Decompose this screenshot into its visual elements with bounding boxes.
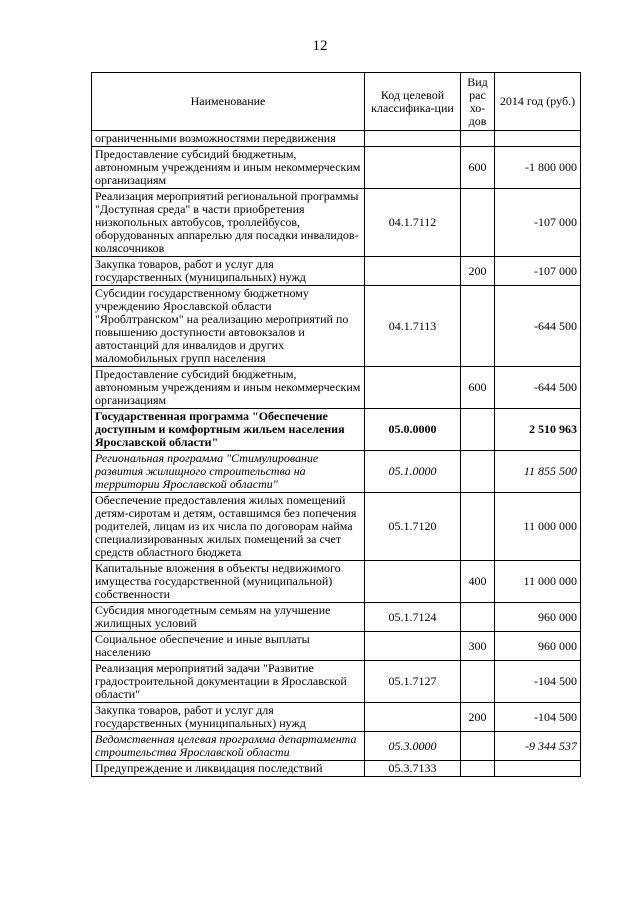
table-row: [92, 189, 581, 257]
code-cell: 05.1.0000: [365, 451, 461, 493]
table-row: [92, 257, 581, 286]
type-cell: [461, 761, 495, 777]
code-cell: 05.0.0000: [365, 409, 461, 451]
table-row: [92, 561, 581, 603]
sum-cell: 11 000 000: [495, 493, 581, 561]
code-cell: [365, 147, 461, 189]
type-cell: 300: [461, 632, 495, 661]
type-cell: 200: [461, 703, 495, 732]
table-row: [92, 451, 581, 493]
header-code: Код целевой классифика-ции: [365, 73, 461, 131]
type-cell: 400: [461, 561, 495, 603]
name-cell: Государственная программа "Обеспечение доступным и комфортным жильем населения Ярославской области": [92, 409, 365, 451]
sum-cell: 2 510 963: [495, 409, 581, 451]
table-row: [92, 661, 581, 703]
sum-cell: -9 344 537: [495, 732, 581, 761]
sum-cell: -644 500: [495, 286, 581, 367]
type-cell: [461, 189, 495, 257]
code-cell: 05.3.7133: [365, 761, 461, 777]
name-cell: Реализация мероприятий региональной программы "Доступная среда" в части приобретения низкопольных автобусов, троллейбусов, оборудованных аппарелью для посадки инвалидов-колясочников: [92, 189, 365, 257]
table-row: [92, 603, 581, 632]
sum-cell: -107 000: [495, 257, 581, 286]
page-number: 12: [312, 38, 328, 54]
sum-cell: 960 000: [495, 603, 581, 632]
name-cell: ограниченными возможностями передвижения: [92, 131, 365, 147]
type-cell: [461, 493, 495, 561]
type-cell: [461, 409, 495, 451]
name-cell: Предоставление субсидий бюджетным, автономным учреждениям и иным некоммерческим организациям: [92, 147, 365, 189]
code-cell: [365, 561, 461, 603]
table-row: [92, 131, 581, 147]
sum-cell: 960 000: [495, 632, 581, 661]
code-cell: 05.1.7124: [365, 603, 461, 632]
table-row: [92, 147, 581, 189]
name-cell: Субсидия многодетным семьям на улучшение жилищных условий: [92, 603, 365, 632]
name-cell: Региональная программа "Стимулирование развития жилищного строительства на территории Ярославской области": [92, 451, 365, 493]
sum-cell: 11 000 000: [495, 561, 581, 603]
code-cell: [365, 632, 461, 661]
name-cell: Субсидии государственному бюджетному учреждению Ярославской области "Яроблтранском" на реализацию мероприятий по повышению доступности автовокзалов и автостанций для инвалидов и других маломобильных групп населения: [92, 286, 365, 367]
code-cell: 05.1.7120: [365, 493, 461, 561]
sum-cell: 11 855 500: [495, 451, 581, 493]
type-cell: [461, 451, 495, 493]
code-cell: [365, 257, 461, 286]
name-cell: Закупка товаров, работ и услуг для государственных (муниципальных) нужд: [92, 257, 365, 286]
table-row: [92, 761, 581, 777]
code-cell: 05.1.7127: [365, 661, 461, 703]
budget-table: [91, 72, 581, 777]
name-cell: Предупреждение и ликвидация последствий: [92, 761, 365, 777]
table-row: [92, 409, 581, 451]
table-row: [92, 493, 581, 561]
table-row: [92, 286, 581, 367]
type-cell: [461, 661, 495, 703]
table-row: [92, 732, 581, 761]
code-cell: [365, 131, 461, 147]
name-cell: Обеспечение предоставления жилых помещений детям-сиротам и детям, оставшимся без попечения родителей, лицам из их числа по договорам найма специализированных жилых помещений за счет средств областного бюджета: [92, 493, 365, 561]
type-cell: 200: [461, 257, 495, 286]
header-sum: 2014 год (руб.): [495, 73, 581, 131]
type-cell: [461, 131, 495, 147]
sum-cell: [495, 761, 581, 777]
name-cell: Капитальные вложения в объекты недвижимого имущества государственной (муниципальной) собственности: [92, 561, 365, 603]
sum-cell: -1 800 000: [495, 147, 581, 189]
code-cell: 05.3.0000: [365, 732, 461, 761]
name-cell: Закупка товаров, работ и услуг для государственных (муниципальных) нужд: [92, 703, 365, 732]
header-row: [92, 73, 581, 131]
code-cell: 04.1.7112: [365, 189, 461, 257]
header-name: Наименование: [92, 73, 365, 131]
sum-cell: -104 500: [495, 703, 581, 732]
type-cell: 600: [461, 367, 495, 409]
sum-cell: -104 500: [495, 661, 581, 703]
type-cell: [461, 286, 495, 367]
code-cell: [365, 703, 461, 732]
type-cell: [461, 603, 495, 632]
name-cell: Реализация мероприятий задачи "Развитие градостроительной документации в Ярославской области": [92, 661, 365, 703]
type-cell: 600: [461, 147, 495, 189]
name-cell: Социальное обеспечение и иные выплаты населению: [92, 632, 365, 661]
header-type: Вид рас хо-дов: [461, 73, 495, 131]
table-row: [92, 367, 581, 409]
code-cell: [365, 367, 461, 409]
table-row: [92, 703, 581, 732]
sum-cell: -107 000: [495, 189, 581, 257]
name-cell: Предоставление субсидий бюджетным, автономным учреждениям и иным некоммерческим организациям: [92, 367, 365, 409]
type-cell: [461, 732, 495, 761]
sum-cell: [495, 131, 581, 147]
sum-cell: -644 500: [495, 367, 581, 409]
name-cell: Ведомственная целевая программа департамента строительства Ярославской области: [92, 732, 365, 761]
table-row: [92, 632, 581, 661]
code-cell: 04.1.7113: [365, 286, 461, 367]
